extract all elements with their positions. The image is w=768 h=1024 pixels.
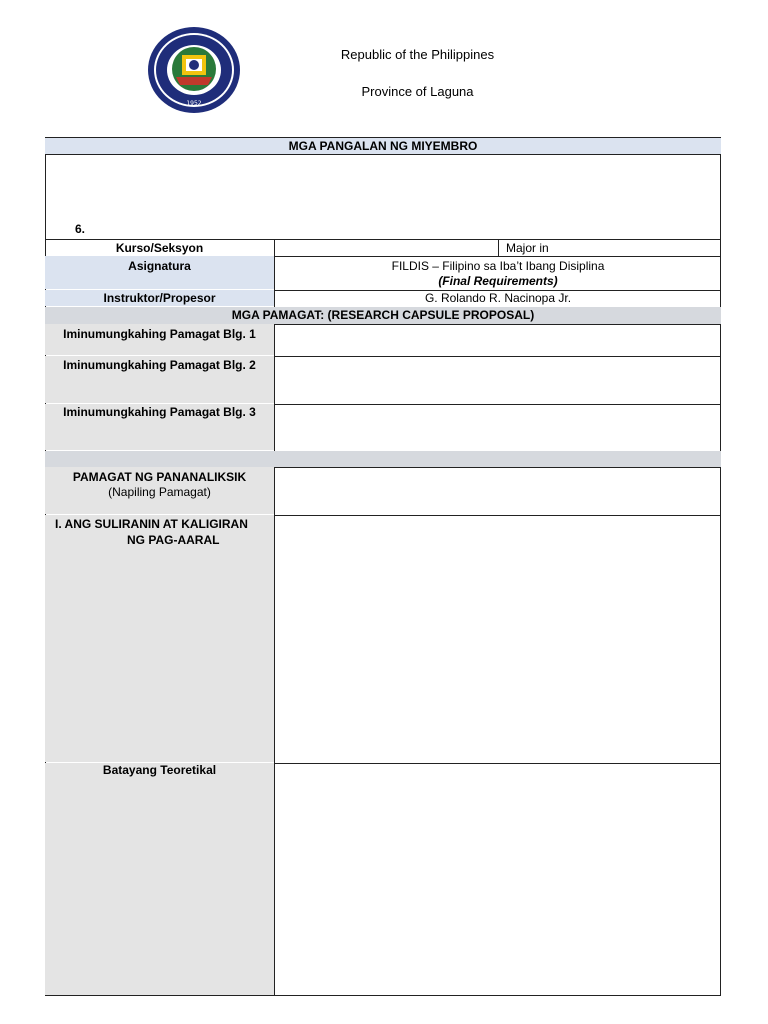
problem-field[interactable] xyxy=(275,515,721,762)
course-label: Kurso/Seksyon xyxy=(115,241,204,255)
course-value-field[interactable] xyxy=(275,240,498,256)
subject-label: Asignatura xyxy=(128,259,191,273)
title-3-label: Iminumungkahing Pamagat Blg. 3 xyxy=(63,405,256,419)
members-header-band xyxy=(45,138,721,155)
title-2-row xyxy=(45,356,721,405)
titles-header-band xyxy=(45,307,721,325)
header-province: Province of Laguna xyxy=(361,84,474,99)
title-1-row xyxy=(45,324,721,357)
instructor-value: G. Rolando R. Nacinopa Jr. xyxy=(424,291,572,305)
members-area[interactable] xyxy=(45,155,721,240)
title-2-field[interactable] xyxy=(275,356,721,403)
theory-label: Batayang Teoretikal xyxy=(102,763,217,777)
research-title-label: PAMAGAT NG PANANALIKSIK xyxy=(72,470,247,484)
members-header: MGA PANGALAN NG MIYEMBRO xyxy=(288,139,478,153)
research-title-field[interactable] xyxy=(275,467,721,514)
subject-value: FILDIS – Filipino sa Iba’t Ibang Disiplina xyxy=(391,259,605,273)
problem-label-2: NG PAG-AARAL xyxy=(127,533,220,547)
problem-label-1: I. ANG SULIRANIN AT KALIGIRAN xyxy=(55,517,248,531)
instructor-row xyxy=(45,290,721,308)
title-1-field[interactable] xyxy=(275,324,721,355)
member-number-6: 6. xyxy=(75,222,86,236)
header-republic: Republic of the Philippines xyxy=(340,47,495,62)
course-row xyxy=(45,239,721,257)
university-seal-icon xyxy=(146,25,242,115)
titles-header: MGA PAMAGAT: (RESEARCH CAPSULE PROPOSAL) xyxy=(231,308,535,322)
instructor-label: Instruktor/Propesor xyxy=(103,291,216,305)
title-3-row xyxy=(45,404,721,452)
title-1-label: Iminumungkahing Pamagat Blg. 1 xyxy=(63,327,256,341)
research-title-sub: (Napiling Pamagat) xyxy=(108,485,211,499)
problem-row xyxy=(45,515,721,764)
title-2-label: Iminumungkahing Pamagat Blg. 2 xyxy=(63,358,256,372)
theory-field[interactable] xyxy=(275,763,721,995)
major-label: Major in xyxy=(506,241,549,255)
subject-row xyxy=(45,256,721,291)
theory-row xyxy=(45,763,721,995)
spacer-band xyxy=(45,451,721,468)
seal-year: 1952 xyxy=(186,100,202,107)
subject-note: (Final Requirements) xyxy=(438,274,558,288)
research-title-row xyxy=(45,467,721,516)
title-3-field[interactable] xyxy=(275,404,721,450)
